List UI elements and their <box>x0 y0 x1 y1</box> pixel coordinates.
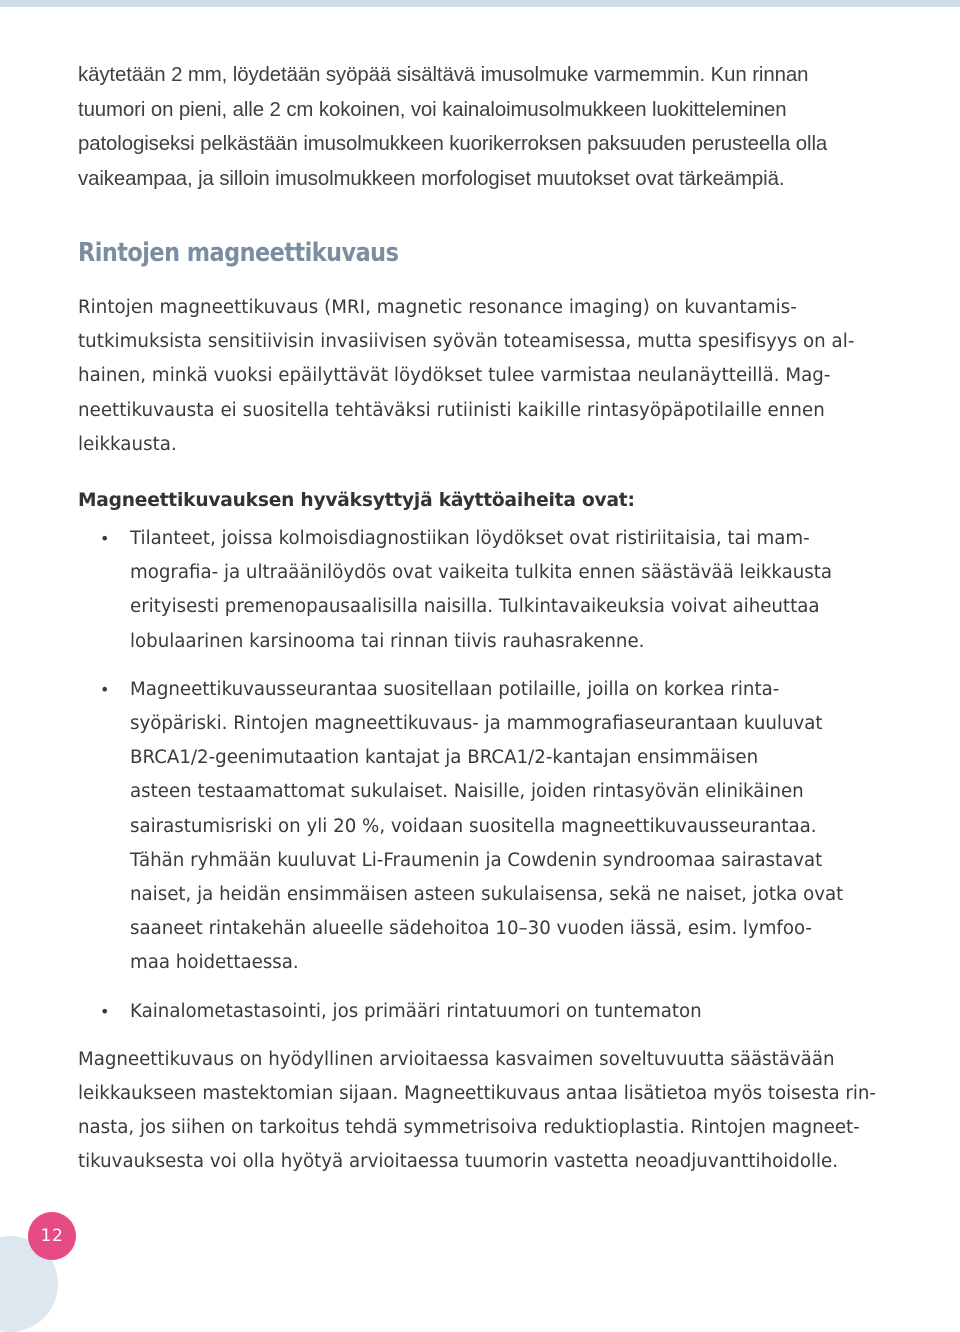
list-item <box>78 673 844 981</box>
list-item-line: mografia- ja ultraäänilöydös ovat vaikeita tulkita ennen säästävää leikkausta <box>130 562 833 584</box>
list-item-line: asteen testaamattomat sukulaiset. Naisille, joiden rintasyövän elinikäinen <box>130 781 804 803</box>
mri-line: hainen, minkä vuoksi epäilyttävät löydökset tulee varmistaa neulanäytteillä. Mag- <box>78 365 831 387</box>
closing-line: nasta, jos siihen on tarkoitus tehdä symmetrisoiva reduktioplastia. Rintojen magneet- <box>78 1117 860 1139</box>
list-item-line: maa hoidettaessa. <box>130 952 299 974</box>
intro-line: vaikeampaa, ja silloin imusolmukkeen morfologiset muutokset ovat tärkeämpiä. <box>78 167 785 190</box>
list-item-line: saaneet rintakehän alueelle sädehoitoa 10–30 vuoden iässä, esim. lymfoo- <box>130 918 812 940</box>
list-item-line: Tilanteet, joissa kolmoisdiagnostiikan löydökset ovat ristiriitaisia, tai mam- <box>130 528 810 550</box>
indications-list <box>78 522 844 1029</box>
page-number: 12 <box>28 1212 76 1260</box>
list-item-line: lobulaarinen karsinooma tai rinnan tiivis rauhasrakenne. <box>130 630 645 652</box>
closing-line: Magneettikuvaus on hyödyllinen arvioitaessa kasvaimen soveltuvuutta säästävään <box>78 1048 835 1070</box>
intro-line: käytetään 2 mm, löydetään syöpää sisältävä imusolmuke varmemmin. Kun rinnan <box>78 64 809 86</box>
list-item-line: Tähän ryhmään kuuluvat Li-Fraumenin ja Cowdenin syndroomaa sairastavat <box>130 849 823 871</box>
bullet-icon: • <box>100 1001 110 1021</box>
mri-line: neettikuvausta ei suositella tehtäväksi rutiinisti kaikille rintasyöpäpotilaille ennen <box>78 399 825 421</box>
closing-line: tikuvauksesta voi olla hyötyä arvioitaessa tuumorin vastetta neoadjuvanttihoidolle. <box>78 1151 839 1173</box>
intro-line: tuumori on pieni, alle 2 cm kokoinen, voi kainaloimusolmukkeen luokitteleminen <box>78 98 787 121</box>
closing-line: leikkaukseen mastektomian sijaan. Magneettikuvaus antaa lisätietoa myös toisesta rin- <box>78 1083 876 1105</box>
list-item-line: syöpäriski. Rintojen magneettikuvaus- ja mammografiaseurantaan kuuluvat <box>130 713 823 735</box>
intro-paragraph <box>78 58 830 196</box>
list-item-line: naiset, ja heidän ensimmäisen asteen sukulaisensa, sekä ne naiset, jotka ovat <box>130 884 844 906</box>
list-item-line: Magneettikuvausseurantaa suositellaan potilaille, joilla on korkea rinta- <box>130 678 780 700</box>
closing-paragraph <box>78 1043 876 1180</box>
list-item <box>78 522 833 659</box>
mri-line: Rintojen magneettikuvaus (MRI, magnetic resonance imaging) on kuvantamis- <box>78 297 797 318</box>
section-heading: Rintojen magneettikuvaus <box>78 238 399 268</box>
mri-line: leikkausta. <box>78 433 177 455</box>
list-item-line: Kainalometastasointi, jos primääri rintatuumori on tuntematon <box>130 1000 702 1022</box>
document-page <box>78 58 876 1180</box>
list-item-line: sairastumisriski on yli 20 %, voidaan suositella magneettikuvausseurantaa. <box>130 815 817 837</box>
list-item <box>78 995 830 1029</box>
bullet-icon: • <box>100 679 110 699</box>
mri-line: tutkimuksista sensitiivisin invasiivisen syövän toteamisessa, mutta spesifisyys on al- <box>78 331 855 353</box>
list-item-line: erityisesti premenopausaalisilla naisilla. Tulkintavaikeuksia voivat aiheuttaa <box>130 596 820 618</box>
page-number-badge <box>0 1208 86 1294</box>
mri-paragraph <box>78 291 855 462</box>
list-item-line: BRCA1/2-geenimutaation kantajat ja BRCA1/2-kantajan ensimmäisen <box>130 747 759 769</box>
indications-subheading: Magneettikuvauksen hyväksyttyjä käyttöaiheita ovat: <box>78 490 635 512</box>
bullet-icon: • <box>100 529 110 549</box>
top-decorative-bar <box>0 0 960 7</box>
intro-line: patologiseksi pelkästään imusolmukkeen kuorikerroksen paksuuden perusteella olla <box>78 133 828 155</box>
